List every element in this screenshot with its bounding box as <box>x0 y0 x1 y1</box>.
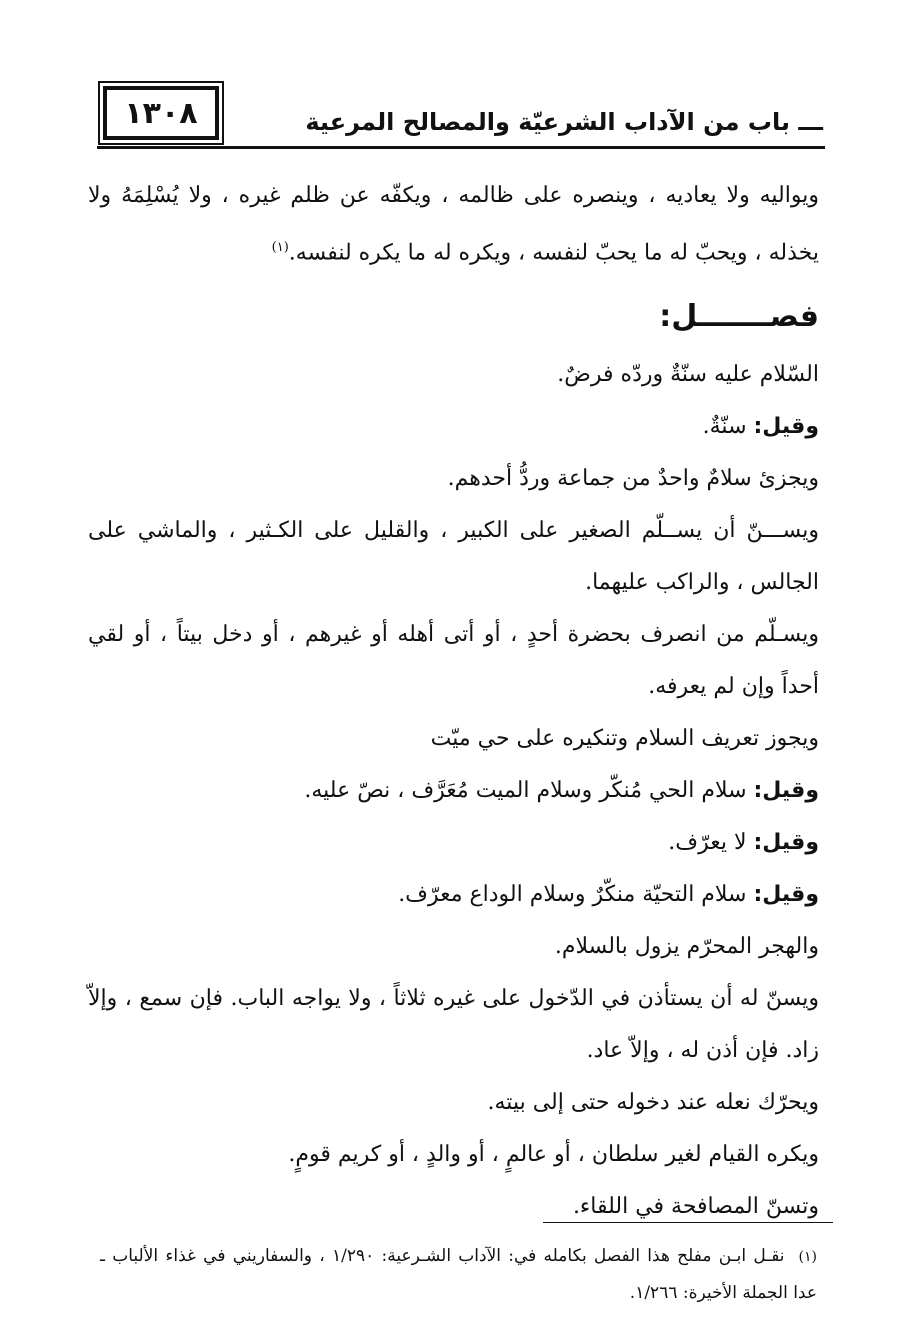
paragraph-text: سلام التحيّة منكّرٌ وسلام الوداع معرّف. <box>398 882 754 908</box>
paragraph <box>88 765 819 817</box>
paragraph <box>88 817 819 869</box>
paragraph-lead: وقيل: <box>753 830 819 856</box>
paragraph: السّلام عليه سنّةٌ وردّه فرضٌ. <box>557 362 819 388</box>
footnotes <box>100 1238 817 1311</box>
paragraph: ويكره القيام لغير سلطان ، أو عالمٍ ، أو والدٍ ، أو كريم قومٍ. <box>288 1142 819 1168</box>
paragraph-text: سنّةٌ. <box>702 414 754 440</box>
paragraph: ويسـلّم من انصرف بحضرة أحدٍ ، أو أتى أهله أو غيرهم ، أو دخل بيتاً ، أو لقي أحداً وإن لم يعرفه. <box>88 622 819 700</box>
section-heading: فصـــــــل: <box>659 299 819 335</box>
paragraph: ويجزئ سلامٌ واحدٌ من جماعة وردُّ أحدهم. <box>447 466 819 492</box>
paragraph <box>88 170 819 279</box>
paragraph: ويســـنّ أن يســلّم الصغير على الكبير ، والقليل على الكـثير ، والماشي على الجالس ، والراكب عليهما. <box>88 518 819 596</box>
footnote-text: نقـل ابـن مفلح هذا الفصل بكامله في: الآداب الشـرعية: ١/٢٩٠ ، والسفاريني في غذاء الألباب ـ عدا الجملة الأخيرة: ١/٢٦٦. <box>100 1246 817 1303</box>
running-title: ـــ باب من الآداب الشرعيّة والمصالح المرعية <box>305 108 823 136</box>
paragraph-text: ويواليه ولا يعاديه ، وينصره على ظالمه ، ويكفّه عن ظلم غيره ، ولا يُسْلِمَهُ ولا يخذله ، ويحبّ له ما يحبّ لنفسه ، ويكره له ما يكره لنفسه. <box>88 183 819 266</box>
paragraph-text: لا يعرّف. <box>668 830 754 856</box>
paragraph: وتسنّ المصافحة في اللقاء. <box>572 1194 819 1220</box>
paragraph: ويحرّك نعله عند دخوله حتى إلى بيته. <box>487 1090 819 1116</box>
paragraph <box>88 401 819 453</box>
footnote <box>100 1238 817 1311</box>
paragraph-lead: وقيل: <box>753 882 819 908</box>
paragraph-text: سلام الحي مُنكّر وسلام الميت مُعَرَّف ، نصّ عليه. <box>304 778 754 804</box>
paragraph-lead: وقيل: <box>753 778 819 804</box>
footnote-reference[interactable]: (١) <box>271 240 289 255</box>
main-text <box>88 170 819 1233</box>
page-number: ١٣٠٨ <box>103 86 219 140</box>
footnote-mark: (١) <box>798 1249 817 1265</box>
header-rule <box>97 146 825 149</box>
paragraph: والهجر المحرّم يزول بالسلام. <box>554 934 819 960</box>
paragraph: ويجوز تعريف السلام وتنكيره على حي ميّت <box>430 726 819 752</box>
footnote-divider <box>543 1222 833 1223</box>
paragraph-lead: وقيل: <box>753 414 819 440</box>
paragraph: ويسنّ له أن يستأذن في الدّخول على غيره ثلاثاً ، ولا يواجه الباب. فإن سمع ، وإلاّ زاد. فإن أذن له ، وإلاّ عاد. <box>88 986 819 1064</box>
paragraph <box>88 869 819 921</box>
